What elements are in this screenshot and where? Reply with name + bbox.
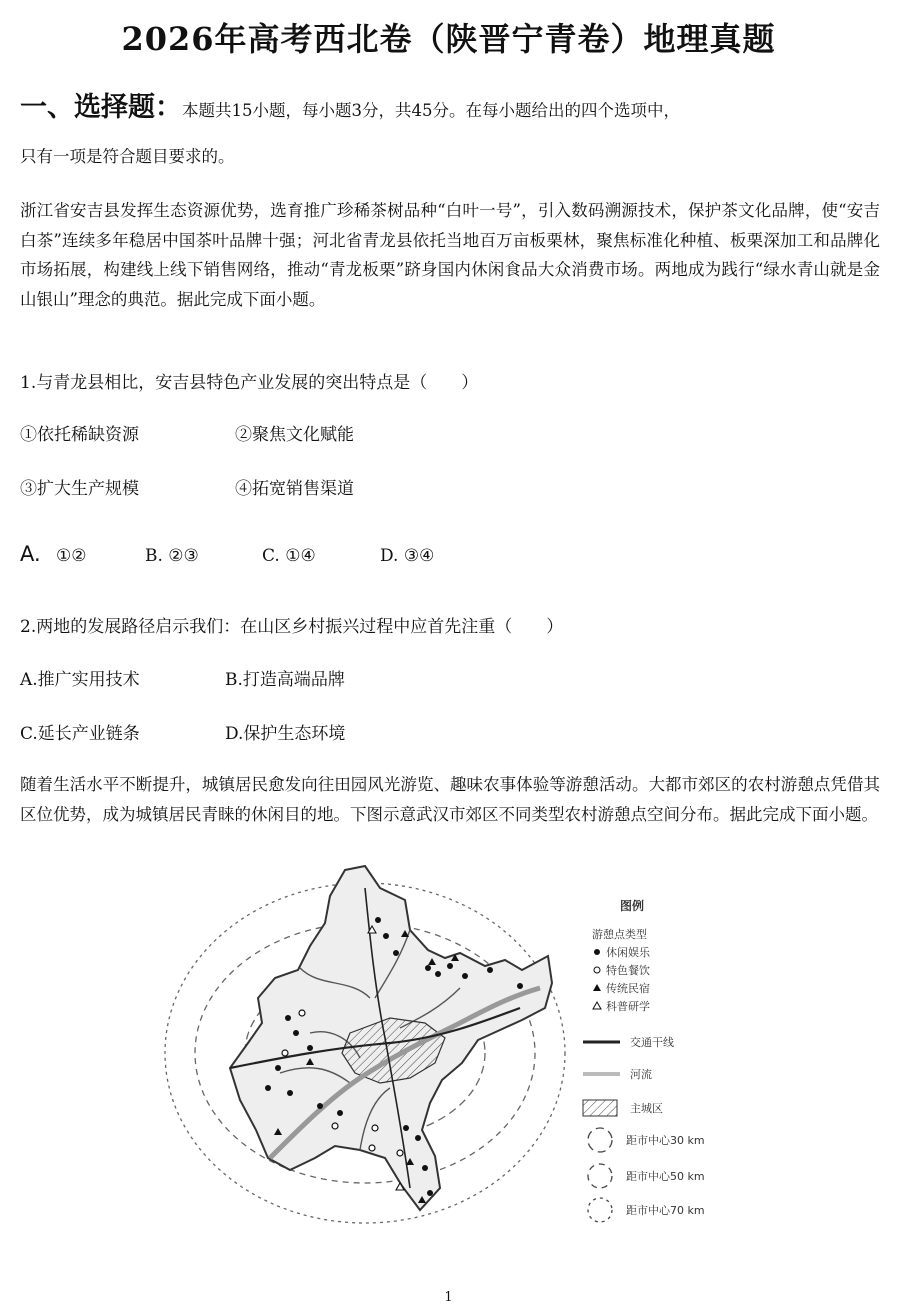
question-2-stem: 2.两地的发展路径启示我们：在山区乡村振兴过程中应首先注重（ ） [20, 617, 564, 637]
section-instructions: 本题共15小题，每小题3分，共45分。在每小题给出的四个选项中， [182, 101, 680, 120]
ring-30-icon [588, 1128, 612, 1152]
ring-50-icon [588, 1164, 612, 1188]
q2-choice-d: D.保护生态环境 [225, 724, 346, 744]
page-title: 2026年高考西北卷（陕晋宁青卷）地理真题 [121, 20, 776, 58]
q2-choice-a: A.推广实用技术 [20, 670, 140, 690]
question-1-items-row-2 [20, 474, 520, 498]
filled-triangle-icon [593, 984, 601, 991]
question-1-items-row-1 [20, 420, 520, 444]
legend-item-70km: 距市中心70 km [626, 1204, 705, 1217]
q1-choice-c: C. ①④ [262, 546, 316, 566]
passage-1: 浙江省安吉县发挥生态资源优势，选育推广珍稀茶树品种“白叶一号”，引入数码溯源技术，保护茶文化品牌，使“安吉白茶”连续多年稳居中国茶叶品牌十强；河北省青龙县依托当地百万亩板栗林，聚焦标准化种植、板栗深加工和品牌化市场拓展，构建线上线下销售网络，推动“青龙板栗”跻身国内休闲食品大众消费市场。两地成为践行“绿水青山就是金山银山”理念的典范。据此完成下面小题。 [20, 201, 880, 309]
q1-choice-d: D. ③④ [380, 546, 435, 566]
legend-item-dining: 特色餐饮 [606, 964, 650, 977]
section-heading [20, 92, 882, 123]
hollow-circle-icon [594, 967, 600, 973]
hollow-triangle-icon [593, 1002, 601, 1009]
legend-title: 图例 [620, 899, 645, 913]
hatch-box-icon [583, 1100, 617, 1116]
q1-choice-b: B. ②③ [145, 546, 199, 566]
q1-item-4: ④拓宽销售渠道 [235, 479, 354, 499]
section-instructions-cont: 只有一项是符合题目要求的。 [20, 147, 235, 166]
legend-item-30km: 距市中心30 km [626, 1134, 705, 1147]
ring-70-icon [588, 1198, 612, 1222]
legend-item-homestay: 传统民宿 [606, 982, 650, 995]
question-1-choices [20, 542, 620, 572]
legend-subtitle: 游憩点类型 [592, 928, 647, 941]
question-1-stem: 1.与青龙县相比，安吉县特色产业发展的突出特点是（ ） [20, 373, 479, 393]
legend-item-50km: 距市中心50 km [626, 1170, 705, 1183]
question-2-choices-row-1 [20, 665, 520, 689]
q1-choice-a: ①② [56, 546, 87, 566]
legend-item-river: 河流 [630, 1068, 652, 1081]
legend-item-leisure: 休闲娱乐 [606, 946, 650, 959]
wuhan-recreation-map [160, 858, 740, 1238]
q1-item-2: ②聚焦文化赋能 [235, 425, 354, 445]
legend-item-main-city: 主城区 [630, 1102, 663, 1115]
question-2-choices-row-2 [20, 719, 520, 743]
map-legend [583, 898, 705, 1222]
section-label: 一、选择题： [20, 92, 182, 123]
page-number: 1 [444, 1290, 453, 1305]
q1-item-3: ③扩大生产规模 [20, 479, 139, 499]
filled-circle-icon [594, 949, 600, 955]
legend-item-road: 交通干线 [630, 1036, 674, 1049]
q1-choice-a-letter: A. [20, 542, 41, 566]
q1-item-1: ①依托稀缺资源 [20, 425, 139, 445]
q2-choice-b: B.打造高端品牌 [225, 670, 345, 690]
passage-2: 随着生活水平不断提升，城镇居民愈发向往田园风光游览、趣味农事体验等游憩活动。大都市郊区的农村游憩点凭借其区位优势，成为城镇居民青睐的休闲目的地。下图示意武汉市郊区不同类型农村游憩点空间分布。据此完成下面小题。 [20, 775, 880, 824]
map-svg [160, 858, 740, 1238]
legend-item-study: 科普研学 [606, 1000, 650, 1013]
q2-choice-c: C.延长产业链条 [20, 724, 140, 744]
